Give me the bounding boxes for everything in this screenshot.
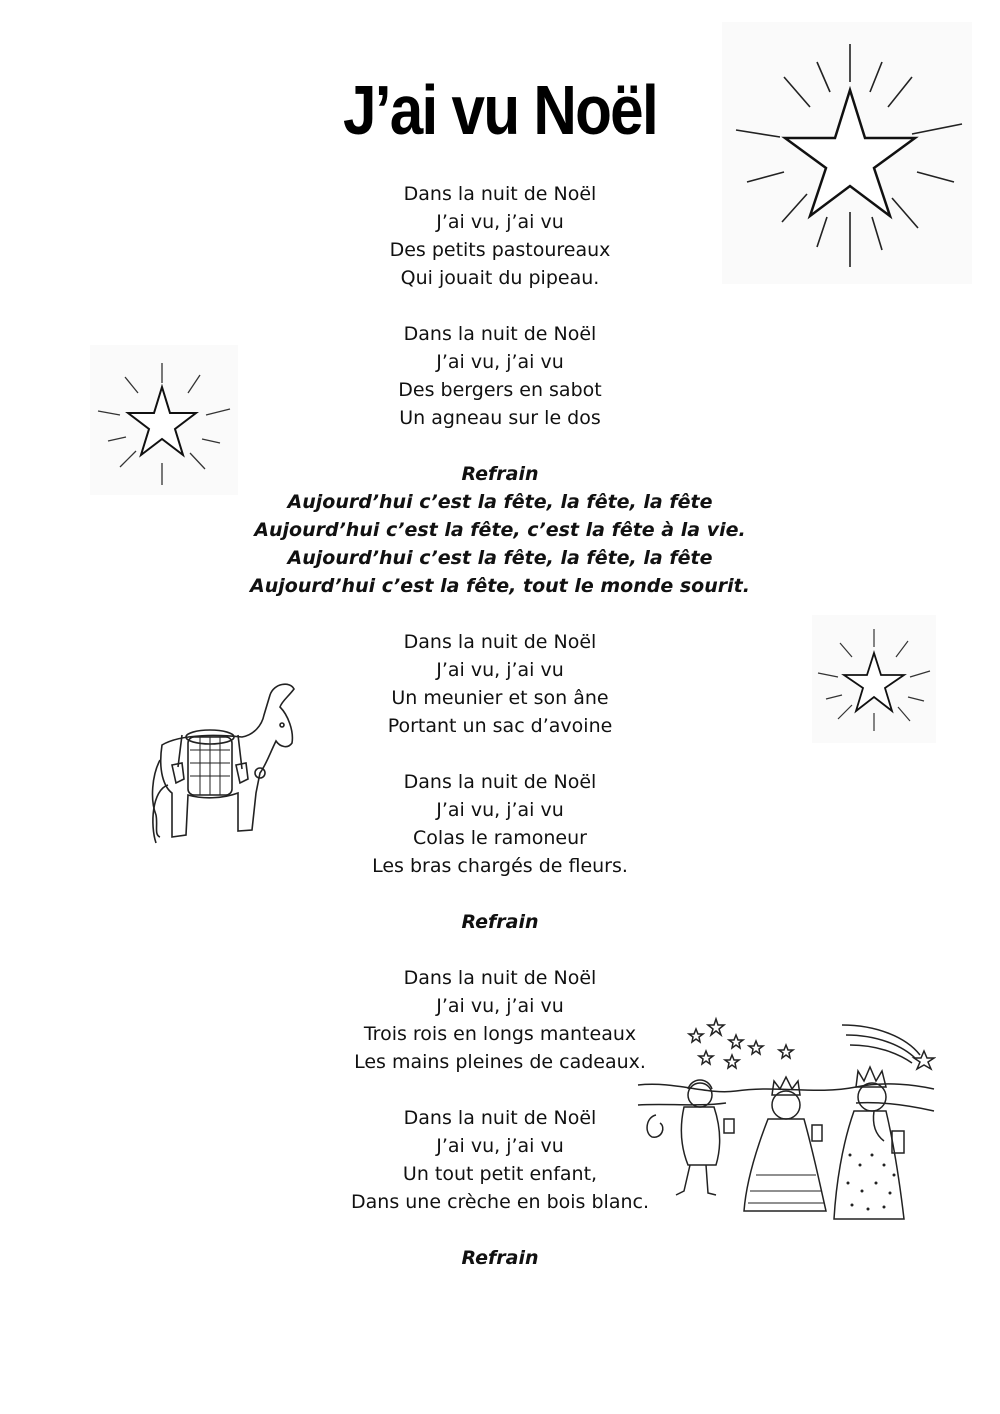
refrain-line: Aujourd’hui c’est la fête, c’est la fête à la vie. [254, 519, 746, 541]
poem-line: J’ai vu, j’ai vu [436, 351, 564, 373]
stanza-2 [200, 320, 800, 432]
poem-line: Un agneau sur le dos [399, 407, 601, 429]
poem-line: J’ai vu, j’ai vu [436, 995, 564, 1017]
poem-line: Les bras chargés de fleurs. [372, 855, 628, 877]
poem-line: Des bergers en sabot [398, 379, 602, 401]
donkey-icon [142, 675, 304, 855]
poem-line: Les mains pleines de cadeaux. [354, 1051, 646, 1073]
refrain [200, 460, 800, 600]
refrain-line: Aujourd’hui c’est la fête, tout le monde sourit. [250, 575, 750, 597]
poem-line: Dans une crèche en bois blanc. [351, 1191, 649, 1213]
poem-line: Dans la nuit de Noël [403, 967, 597, 989]
poem-line: J’ai vu, j’ai vu [436, 799, 564, 821]
poem-line: Portant un sac d’avoine [387, 715, 613, 737]
poem-line: Un meunier et son âne [391, 687, 609, 709]
three-kings-icon [636, 1015, 936, 1227]
star-icon [90, 345, 238, 495]
refrain-reprise [200, 1244, 800, 1272]
poem-line: Dans la nuit de Noël [403, 323, 597, 345]
poem-line: Un tout petit enfant, [402, 1163, 598, 1185]
refrain-line: Aujourd’hui c’est la fête, la fête, la fête [287, 547, 713, 569]
refrain-label: Refrain [461, 1247, 539, 1269]
poem-line: J’ai vu, j’ai vu [436, 211, 564, 233]
refrain-label: Refrain [461, 911, 539, 933]
stanza-1 [200, 180, 800, 292]
star-icon [812, 615, 936, 743]
poem-line: Dans la nuit de Noël [403, 183, 597, 205]
poem-line: Des petits pastoureaux [389, 239, 611, 261]
poem-line: Dans la nuit de Noël [403, 631, 597, 653]
refrain-label: Refrain [461, 463, 539, 485]
poem-line: Dans la nuit de Noël [403, 771, 597, 793]
refrain-reprise [200, 908, 800, 936]
poem-line: Colas le ramoneur [413, 827, 587, 849]
page-title: J’ai vu Noël [343, 71, 657, 149]
star-icon [722, 22, 972, 284]
poem-line: J’ai vu, j’ai vu [436, 1135, 564, 1157]
refrain-line: Aujourd’hui c’est la fête, la fête, la fête [287, 491, 713, 513]
poem-line: Dans la nuit de Noël [403, 1107, 597, 1129]
poem-line: J’ai vu, j’ai vu [436, 659, 564, 681]
poem-line: Qui jouait du pipeau. [400, 267, 600, 289]
poem-line: Trois rois en longs manteaux [363, 1023, 637, 1045]
